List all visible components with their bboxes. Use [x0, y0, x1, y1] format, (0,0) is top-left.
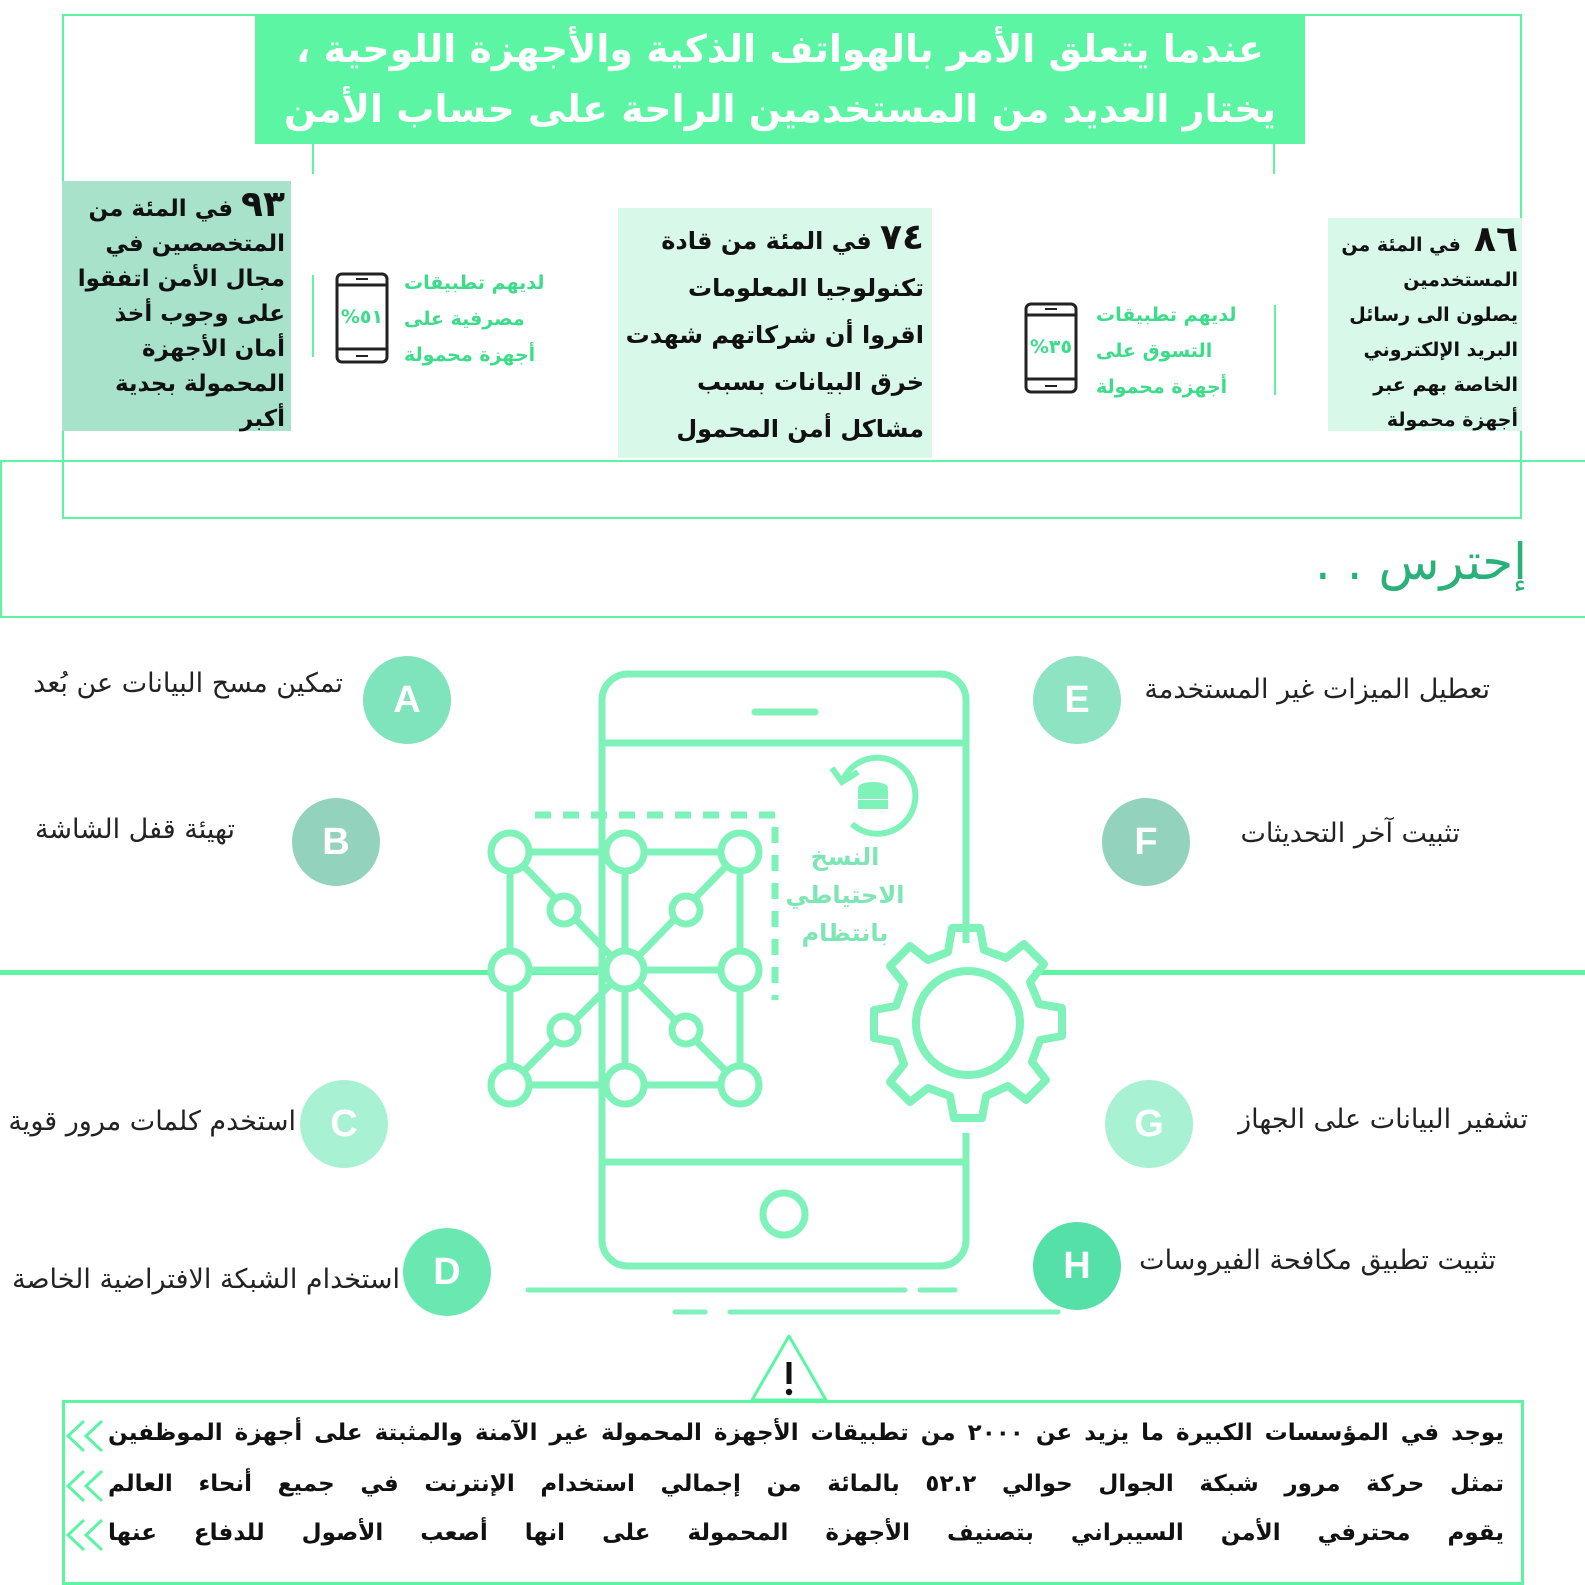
tip-text-f: تثبيت آخر التحديثات	[1240, 818, 1460, 849]
header-banner	[255, 14, 1305, 144]
section-title: إحترس . .	[1314, 533, 1527, 591]
stat-line: في المئة من	[88, 196, 234, 222]
stat-line: اقروا أن شركاتهم شهدت	[625, 321, 924, 349]
stat-line: في المئة من قادة	[661, 227, 872, 255]
connector-line	[312, 144, 314, 174]
stat-number: ٨٦	[1474, 219, 1518, 260]
phone-percent: ٥١%	[340, 306, 384, 328]
stat-line: البريد الإلكتروني	[1363, 339, 1518, 361]
stat-93-card	[62, 181, 291, 431]
header-line-1: عندما يتعلق الأمر بالهواتف الذكية والأجهزة اللوحية ،	[296, 27, 1264, 71]
stat-line: المحمولة بجدية	[114, 371, 285, 397]
note-line: لديهم تطبيقات	[404, 272, 545, 294]
stat-number: ٩٣	[241, 184, 285, 225]
tip-text-c: استخدم كلمات مرور قوية	[8, 1106, 296, 1137]
banking-note	[404, 265, 564, 373]
note-line: مصرفية على	[404, 308, 525, 330]
network-lattice-icon	[491, 833, 759, 1104]
backup-label-line: النسخ	[810, 843, 880, 871]
tip-circle-g: G	[1105, 1080, 1193, 1168]
stat-line: أكبر	[240, 406, 285, 432]
stat-line: مجال الأمن اتفقوا	[77, 266, 285, 292]
stat-line: مشاكل أمن المحمول	[676, 415, 924, 443]
note-line: لديهم تطبيقات	[1096, 304, 1237, 326]
shopping-note	[1096, 297, 1256, 405]
tip-text-h: تثبيت تطبيق مكافحة الفيروسات	[1139, 1245, 1496, 1276]
backup-label-line: الاحتياطي	[785, 881, 905, 909]
tip-circle-f: F	[1102, 798, 1190, 886]
double-chevron-icon	[64, 1468, 106, 1504]
tip-circle-d: D	[403, 1228, 491, 1316]
tip-text-g: تشفير البيانات على الجهاز	[1238, 1104, 1528, 1135]
double-chevron-icon	[64, 1418, 106, 1454]
fact-1: يوجد في المؤسسات الكبيرة ما يزيد عن ٢٠٠٠ من تطبيقات الأجهزة المحمولة غير الآمنة والمثبتة على أجهزة الموظفين	[108, 1420, 1504, 1446]
phone-shopping	[1024, 302, 1078, 398]
stat-line: خرق البيانات بسبب	[696, 368, 924, 396]
note-line: أجهزة محمولة	[1096, 376, 1228, 398]
stat-line: المتخصصين في	[105, 231, 285, 257]
fact-2: تمثل حركة مرور شبكة الجوال حوالي ٥٢.٢ بالمائة من إجمالي استخدام الإنترنت في جميع أنحاء العالم	[108, 1471, 1504, 1497]
double-chevron-icon	[64, 1517, 106, 1553]
stat-line: يصلون الى رسائل	[1349, 304, 1518, 326]
backup-label-line: بانتظام	[801, 919, 889, 947]
fact-3: يقوم محترفي الأمن السيبراني بتصنيف الأجهزة المحمولة على انها أصعب الأصول للدفاع عنها	[108, 1520, 1504, 1546]
tip-text-e: تعطيل الميزات غير المستخدمة	[1144, 674, 1490, 705]
backup-label	[780, 838, 910, 952]
tip-text-a: تمكين مسح البيانات عن بُعد	[33, 668, 343, 699]
divider	[1274, 305, 1276, 395]
tip-circle-h: H	[1033, 1222, 1121, 1310]
phone-percent: ٣٥%	[1029, 336, 1073, 358]
header-line-2: يختار العديد من المستخدمين الراحة على حساب الأمن	[284, 87, 1276, 131]
phone-security-illustration	[480, 660, 1090, 1320]
connector-line	[1273, 144, 1275, 174]
stat-line: الخاصة بهم عبر	[1373, 374, 1518, 396]
stat-line: على وجوب أخذ	[114, 301, 285, 327]
stat-line: أمان الأجهزة	[141, 336, 285, 362]
stat-line: في المئة من	[1341, 234, 1461, 256]
tip-circle-c: C	[300, 1080, 388, 1168]
stat-line: تكنولوجيا المعلومات	[687, 274, 924, 302]
tip-circle-b: B	[292, 798, 380, 886]
note-line: أجهزة محمولة	[404, 344, 536, 366]
stat-74-card	[618, 208, 932, 458]
stat-86-card	[1328, 218, 1522, 431]
tip-text-b: تهيئة قفل الشاشة	[34, 814, 235, 845]
gear-icon	[871, 928, 1062, 1133]
tip-text-d: استخدام الشبكة الافتراضية الخاصة	[12, 1264, 400, 1295]
warning-triangle-icon	[748, 1332, 830, 1402]
divider	[312, 275, 314, 357]
stat-line: المستخدمين	[1403, 269, 1518, 291]
stat-number: ٧٤	[880, 217, 924, 258]
note-line: التسوق على	[1096, 340, 1213, 362]
tip-circle-e: E	[1033, 656, 1121, 744]
stat-line: أجهزة محمولة	[1386, 409, 1518, 431]
phone-banking	[335, 272, 389, 368]
tip-circle-a: A	[363, 656, 451, 744]
